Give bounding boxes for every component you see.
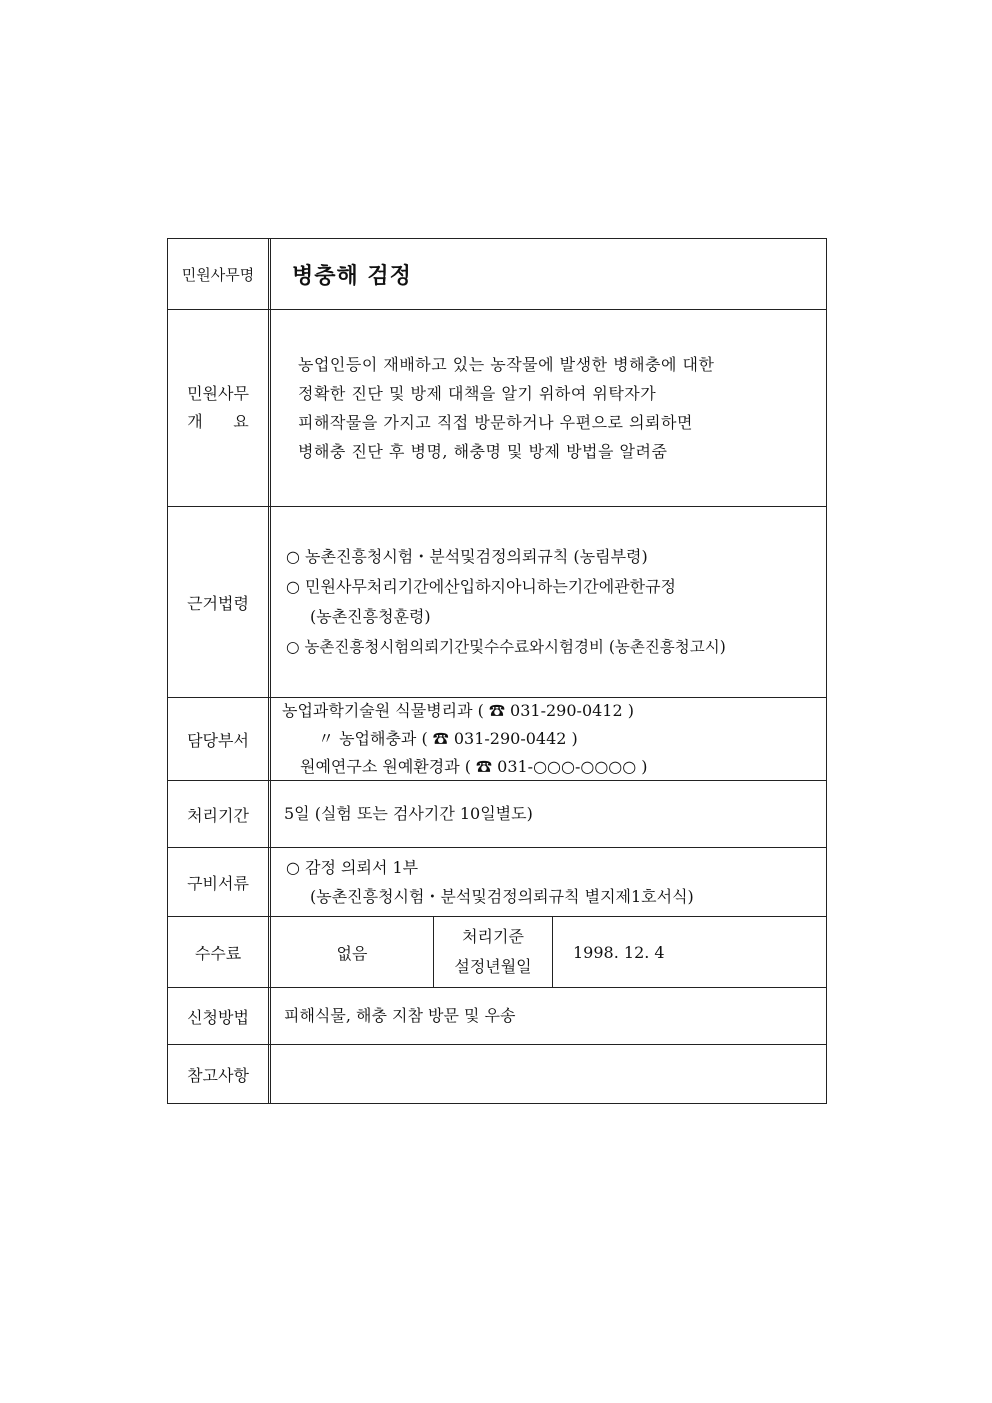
divider xyxy=(268,310,271,506)
label-summary xyxy=(168,310,268,506)
row-notes xyxy=(168,1044,826,1103)
divider xyxy=(268,848,271,916)
label-notes: 참고사항 xyxy=(187,1065,249,1085)
label-summary-line1: 민원사무 xyxy=(187,384,249,403)
row-fee xyxy=(168,916,826,987)
label-application-method: 신청방법 xyxy=(187,1007,249,1027)
summary-line: 피해작물을 가지고 직접 방문하거나 우편으로 의뢰하면 xyxy=(298,413,693,432)
row-legal-basis xyxy=(168,506,826,697)
standard-date-value: 1998. 12. 4 xyxy=(573,942,665,962)
divider xyxy=(268,781,271,847)
law-line: ○ 민원사무처리기간에산입하지아니하는기간에관한규정 xyxy=(286,577,676,596)
row-required-documents xyxy=(168,847,826,916)
summary-line: 병해충 진단 후 병명, 해충명 및 방제 방법을 알려줌 xyxy=(298,442,668,461)
law-line: (농촌진흥청훈령) xyxy=(310,607,431,626)
divider xyxy=(268,698,271,780)
law-line: ○ 농촌진흥청시험의뢰기간및수수료와시험경비 (농촌진흥청고시) xyxy=(286,638,726,656)
label-standard-date-line1: 처리기준 xyxy=(462,927,524,946)
label-required-documents: 구비서류 xyxy=(187,873,249,893)
summary-line: 정확한 진단 및 방제 대책을 알기 위하여 위탁자가 xyxy=(298,384,657,403)
documents-line: (농촌진흥청시험・분석및검정의뢰규칙 별지제1호서식) xyxy=(310,887,694,906)
divider xyxy=(268,1045,271,1103)
service-title: 병충해 검정 xyxy=(292,262,412,289)
documents-line: ○ 감정 의뢰서 1부 xyxy=(286,858,419,877)
row-application-method xyxy=(168,987,826,1044)
department-line: 농업과학기술원 식물병리과 ( ☎ 031-290-0412 ) xyxy=(282,701,634,720)
label-fee: 수수료 xyxy=(194,943,242,963)
label-department: 담당부서 xyxy=(187,730,249,750)
divider xyxy=(268,507,271,697)
summary-line: 농업인등이 재배하고 있는 농작물에 발생한 병해충에 대한 xyxy=(298,355,715,374)
civil-affairs-form xyxy=(167,238,827,1104)
label-service-name: 민원사무명 xyxy=(181,265,255,284)
row-processing-period xyxy=(168,780,826,847)
application-method-value: 피해식물, 해충 지참 방문 및 우송 xyxy=(284,1006,516,1025)
label-standard-date xyxy=(434,917,552,987)
label-legal-basis: 근거법령 xyxy=(187,593,249,613)
fee-value: 없음 xyxy=(336,943,368,963)
label-standard-date-line2: 설정년월일 xyxy=(454,957,532,976)
label-processing-period: 처리기간 xyxy=(187,805,249,825)
row-summary xyxy=(168,309,826,506)
law-line: ○ 농촌진흥청시험・분석및검정의뢰규칙 (농림부령) xyxy=(286,547,648,566)
row-department xyxy=(168,697,826,780)
processing-period-value: 5일 (실험 또는 검사기간 10일별도) xyxy=(284,804,533,823)
department-line: 〃 농업해충과 ( ☎ 031-290-0442 ) xyxy=(318,729,578,748)
divider xyxy=(268,239,271,309)
label-summary-line2: 개 요 xyxy=(187,412,249,431)
department-line: 원예연구소 원예환경과 ( ☎ 031-○○○-○○○○ ) xyxy=(300,757,648,776)
divider xyxy=(268,988,271,1044)
row-service-name xyxy=(168,239,826,309)
